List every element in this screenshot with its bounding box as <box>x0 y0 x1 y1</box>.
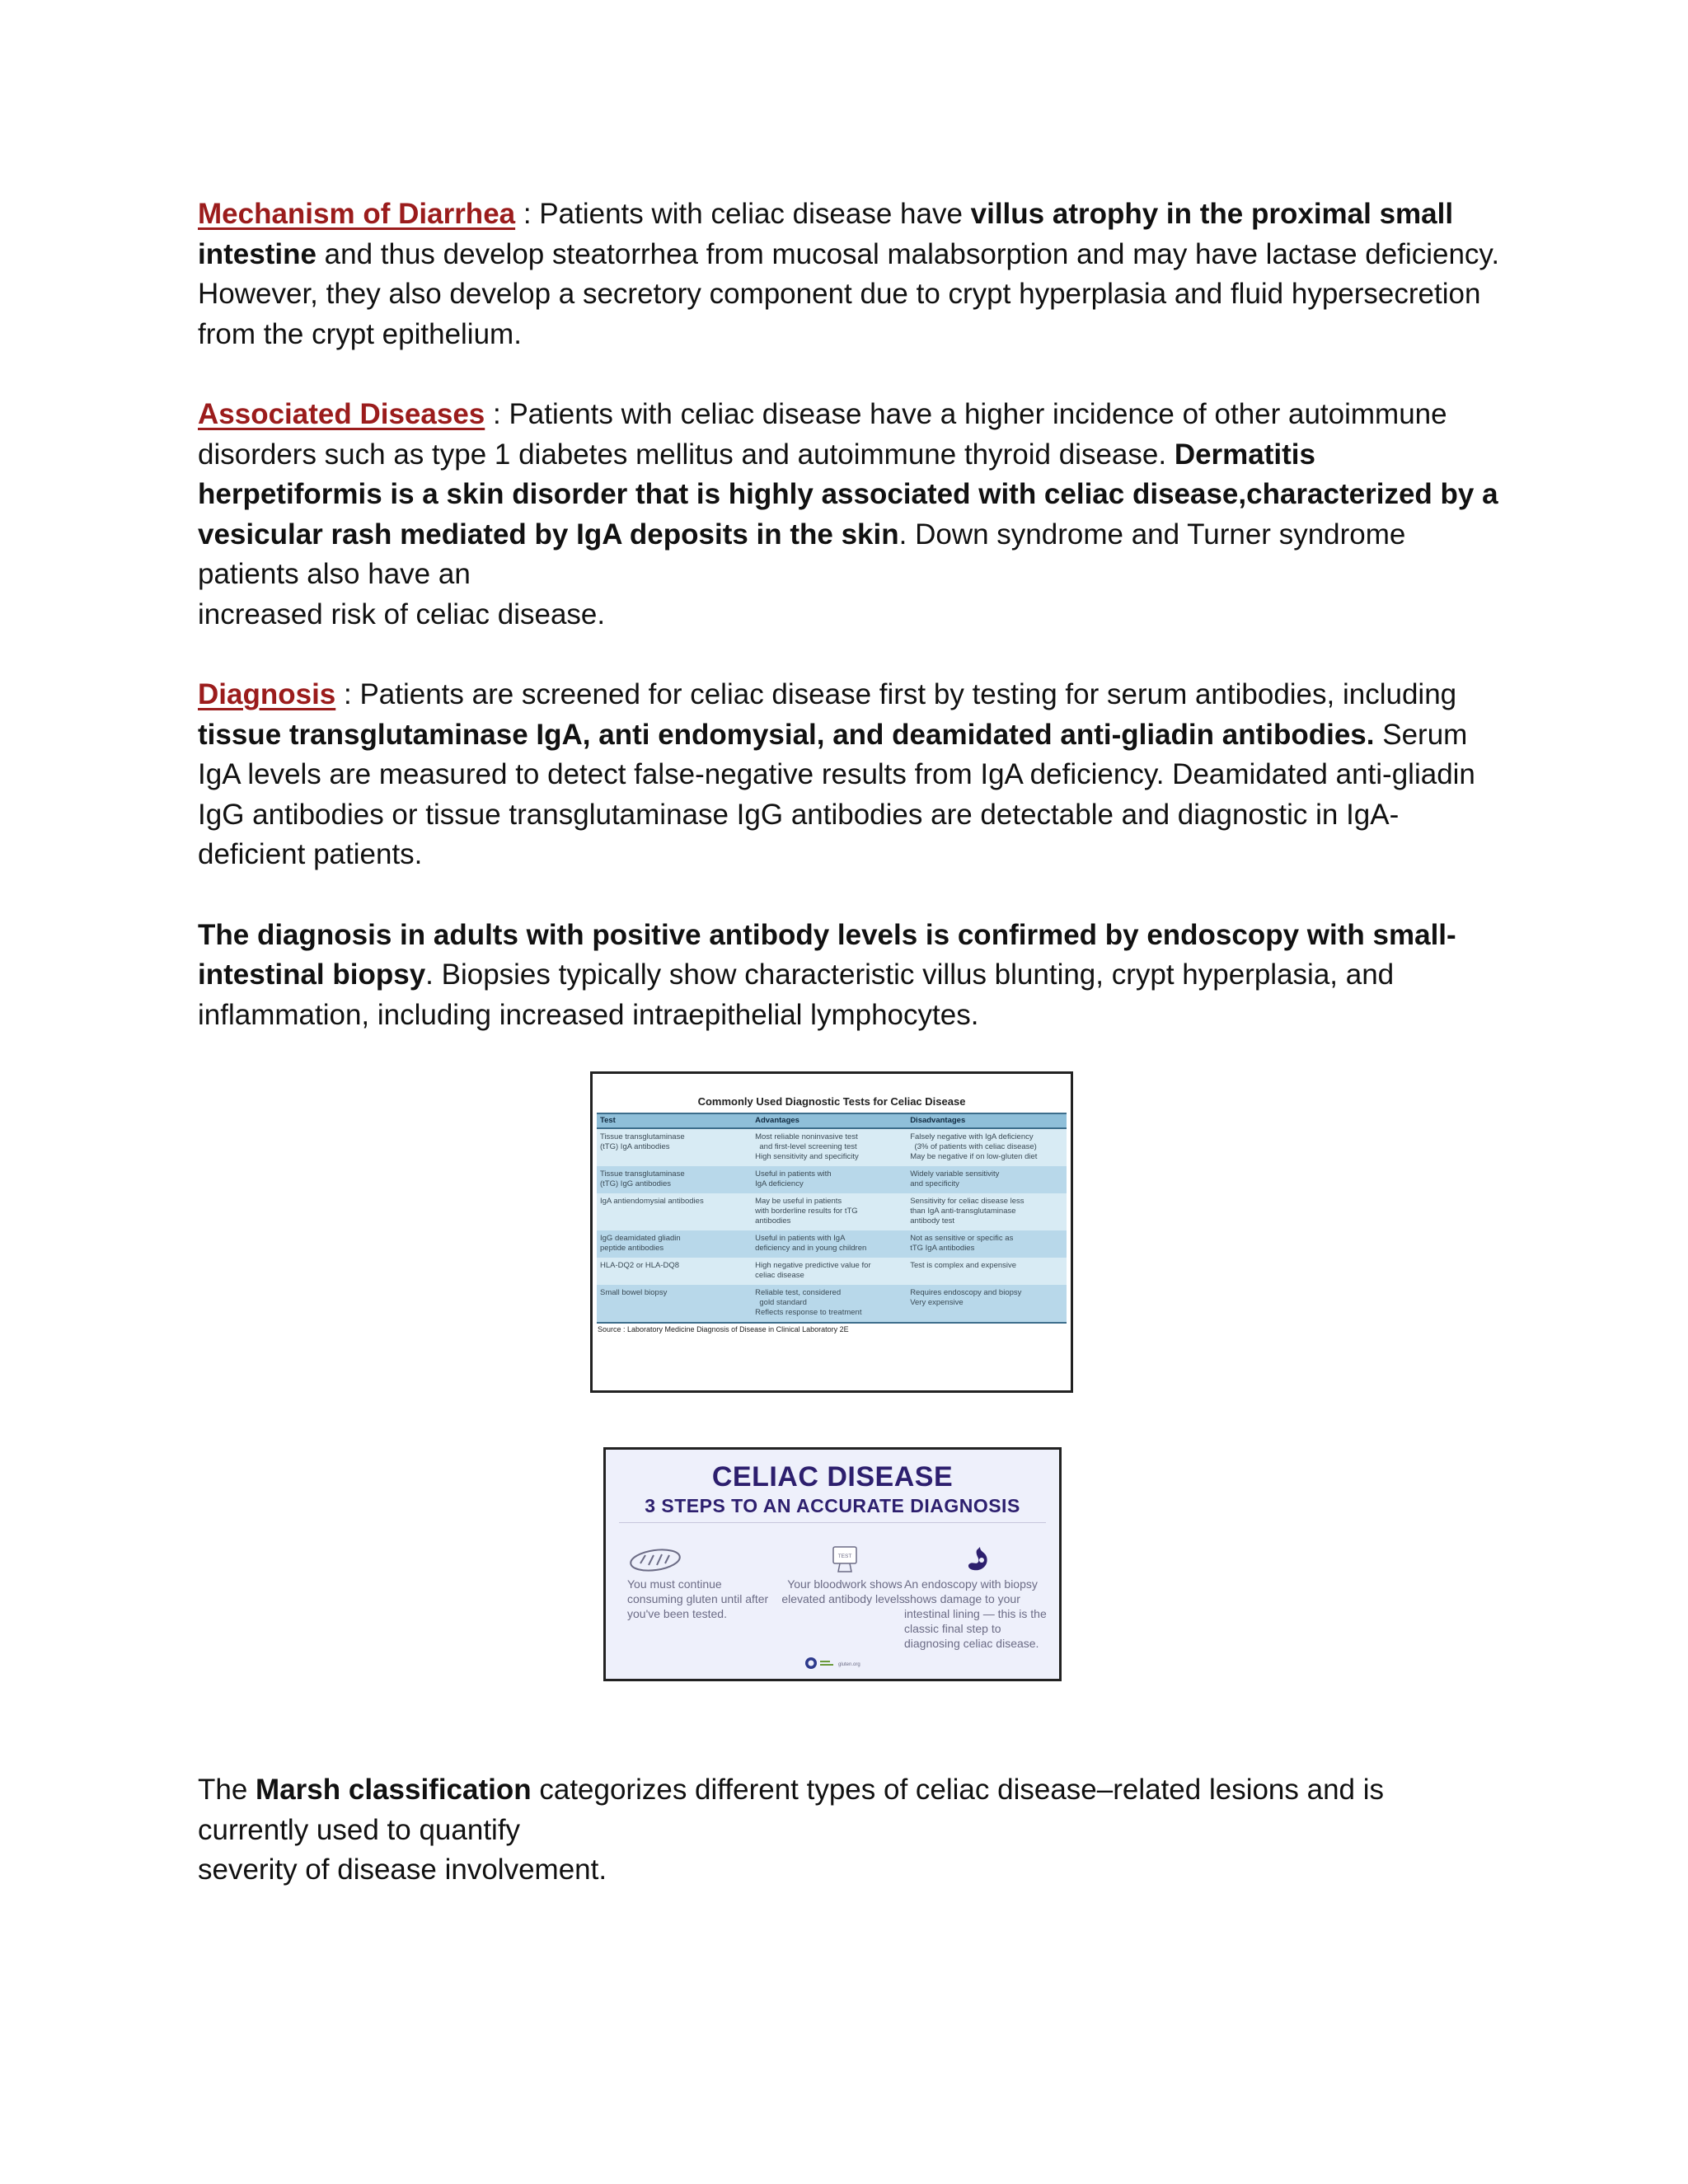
paragraph-marsh <box>198 1770 1500 1891</box>
text: The <box>198 1774 256 1806</box>
bread-icon <box>627 1544 776 1577</box>
cell-line: High sensitivity and specificity <box>755 1152 859 1161</box>
cell-advantages <box>752 1258 907 1285</box>
cell-advantages <box>752 1166 907 1193</box>
cell-disadvantages <box>907 1258 1067 1285</box>
column-header-test: Test <box>597 1113 752 1128</box>
text: : Patients with celiac disease have a higher incidence of other autoimmune disorders such as type 1 diabetes mellitus and autoimmune thyroid disease. <box>198 398 1447 471</box>
step-1-text: You must continue consuming gluten until after you've been tested. <box>627 1577 769 1620</box>
paragraph-diagnosis <box>198 675 1500 875</box>
bold-text: tissue transglutaminase IgA, anti endomysial, and deamidated anti-gliadin antibodies. <box>198 718 1375 751</box>
cell-line: celiac disease <box>755 1271 804 1280</box>
text: : Patients with celiac disease have <box>515 198 971 230</box>
text: and thus develop steatorrhea from mucosal malabsorption and may have lactase deficiency. However, they also develop a secretory component due to crypt hyperplasia and fluid hypersecretion from the crypt epithelium. <box>198 237 1500 350</box>
table-row <box>597 1193 1067 1230</box>
bold-text: The diagnosis in adults with positive antibody levels is confirmed by endoscopy with small-intestinal biopsy <box>198 918 1456 991</box>
bold-text: Marsh classification <box>256 1774 532 1806</box>
cell-line: IgG deamidated gliadin <box>600 1234 681 1243</box>
cell-disadvantages <box>907 1128 1067 1166</box>
cell-test <box>597 1193 752 1230</box>
bold-text: Dermatitis herpetiformis is a skin disorder that is highly associated with celiac disease,characterized by a vesicular rash mediated by IgA deposits in the skin <box>198 438 1498 551</box>
cell-line: Widely variable sensitivity <box>910 1169 1000 1179</box>
cell-line: Reflects response to treatment <box>755 1308 862 1317</box>
cell-line: Useful in patients with <box>755 1169 832 1179</box>
cell-line: Small bowel biopsy <box>600 1288 668 1297</box>
cell-line: (tTG) IgA antibodies <box>600 1142 670 1151</box>
cell-line: Tissue transglutaminase <box>600 1132 685 1141</box>
cell-line: and specificity <box>910 1179 959 1188</box>
step-1 <box>627 1544 776 1621</box>
bold-text: villus atrophy in the proximal small intestine <box>198 198 1454 270</box>
cell-line: Useful in patients with IgA <box>755 1234 846 1243</box>
cell-line: Reliable test, considered <box>755 1288 842 1297</box>
cell-line: Falsely negative with IgA deficiency <box>910 1132 1034 1141</box>
cell-disadvantages <box>907 1193 1067 1230</box>
text: . Down syndrome and Turner syndrome patients also have an <box>198 518 1406 590</box>
cell-advantages <box>752 1230 907 1258</box>
stomach-icon <box>904 1544 1053 1577</box>
step-2 <box>771 1544 919 1606</box>
cell-line: HLA-DQ2 or HLA-DQ8 <box>600 1261 680 1270</box>
logos <box>804 1656 870 1675</box>
column-header-disadvantages: Disadvantages <box>907 1113 1067 1128</box>
text: Serum IgA levels are measured to detect false-negative results from IgA deficiency. Deamidated anti-gliadin IgG antibodies or tissue transglutaminase IgG antibodies are detectable and diagnostic in IgA-deficient patients. <box>198 718 1475 870</box>
text: categorizes different types of celiac disease–related lesions and is currently used to quantify <box>198 1774 1385 1846</box>
cell-line: Not as sensitive or specific as <box>910 1234 1014 1243</box>
cell-line: gold standard <box>755 1298 807 1307</box>
diagnostic-tests-table <box>597 1113 1067 1324</box>
text: severity of disease involvement. <box>198 1854 607 1886</box>
cell-line: and first-level screening test <box>755 1142 857 1151</box>
table-row <box>597 1285 1067 1323</box>
column-header-advantages: Advantages <box>752 1113 907 1128</box>
cell-advantages <box>752 1193 907 1230</box>
table-title: Commonly Used Diagnostic Tests for Celiac Disease <box>697 1095 966 1108</box>
text: . Biopsies typically show characteristic villus blunting, crypt hyperplasia, and inflammation, including increased intraepithelial lymphocytes. <box>198 958 1395 1031</box>
table-row <box>597 1166 1067 1193</box>
cell-line: antibody test <box>910 1216 955 1226</box>
cell-disadvantages <box>907 1230 1067 1258</box>
cell-disadvantages <box>907 1166 1067 1193</box>
cell-test <box>597 1258 752 1285</box>
footer-text: gluten.org <box>838 1662 860 1667</box>
text: : Patients are screened for celiac disease first by testing for serum antibodies, including <box>335 678 1457 710</box>
table-source: Source : Laboratory Medicine Diagnosis of Disease in Clinical Laboratory 2E <box>598 1325 849 1333</box>
step-3 <box>904 1544 1053 1651</box>
cell-line: deficiency and in young children <box>755 1244 867 1253</box>
cell-test <box>597 1230 752 1258</box>
heading-mechanism-link[interactable]: Mechanism of Diarrhea <box>198 198 516 230</box>
test-label: TEST <box>837 1554 852 1559</box>
divider <box>619 1522 1046 1523</box>
blood-test-icon <box>771 1544 919 1577</box>
cell-line: May be useful in patients <box>755 1197 842 1206</box>
cell-line: High negative predictive value for <box>755 1261 871 1270</box>
cell-test <box>597 1166 752 1193</box>
text: increased risk of celiac disease. <box>198 598 606 630</box>
cell-line: (3% of patients with celiac disease) <box>910 1142 1037 1151</box>
cell-line: antibodies <box>755 1216 791 1226</box>
cell-line: May be negative if on low-gluten diet <box>910 1152 1038 1161</box>
heading-diagnosis-link[interactable]: Diagnosis <box>198 678 336 710</box>
cell-line: peptide antibodies <box>600 1244 664 1253</box>
step-2-text: Your bloodwork shows elevated antibody levels. <box>781 1577 908 1605</box>
cell-line: than IgA anti-transglutaminase <box>910 1207 1016 1216</box>
cell-line: Requires endoscopy and biopsy <box>910 1288 1022 1297</box>
cell-line: Very expensive <box>910 1298 964 1307</box>
document-body <box>198 194 1500 1035</box>
cell-line: IgA antiendomysial antibodies <box>600 1197 704 1206</box>
table-row <box>597 1230 1067 1258</box>
paragraph-mechanism <box>198 194 1500 354</box>
table-row <box>597 1128 1067 1166</box>
paragraph-confirmation <box>198 916 1500 1036</box>
infographic-title: CELIAC DISEASE <box>711 1461 954 1493</box>
cell-test <box>597 1128 752 1166</box>
cell-line: (tTG) IgG antibodies <box>600 1179 672 1188</box>
cell-test <box>597 1285 752 1323</box>
heading-associated-diseases-link[interactable]: Associated Diseases <box>198 398 485 430</box>
celiac-diagnosis-infographic <box>603 1447 1062 1681</box>
cell-line: tTG IgA antibodies <box>910 1244 975 1253</box>
diagnostic-tests-table-image <box>590 1071 1073 1393</box>
cell-line: Tissue transglutaminase <box>600 1169 685 1179</box>
cell-line: Sensitivity for celiac disease less <box>910 1197 1025 1206</box>
document-body-continued <box>198 1770 1500 1891</box>
cell-disadvantages <box>907 1285 1067 1323</box>
infographic-subtitle: 3 STEPS TO AN ACCURATE DIAGNOSIS <box>645 1495 1020 1516</box>
step-3-text: An endoscopy with biopsy shows damage to your intestinal lining — this is the classic final step to diagnosing celiac disease. <box>904 1577 1047 1650</box>
cell-line: Test is complex and expensive <box>910 1261 1017 1270</box>
cell-advantages <box>752 1285 907 1323</box>
cell-line: with borderline results for tTG <box>755 1207 858 1216</box>
paragraph-associated-diseases <box>198 395 1500 635</box>
cell-line: IgA deficiency <box>755 1179 804 1188</box>
table-row <box>597 1258 1067 1285</box>
cell-advantages <box>752 1128 907 1166</box>
cell-line: Most reliable noninvasive test <box>755 1132 858 1141</box>
